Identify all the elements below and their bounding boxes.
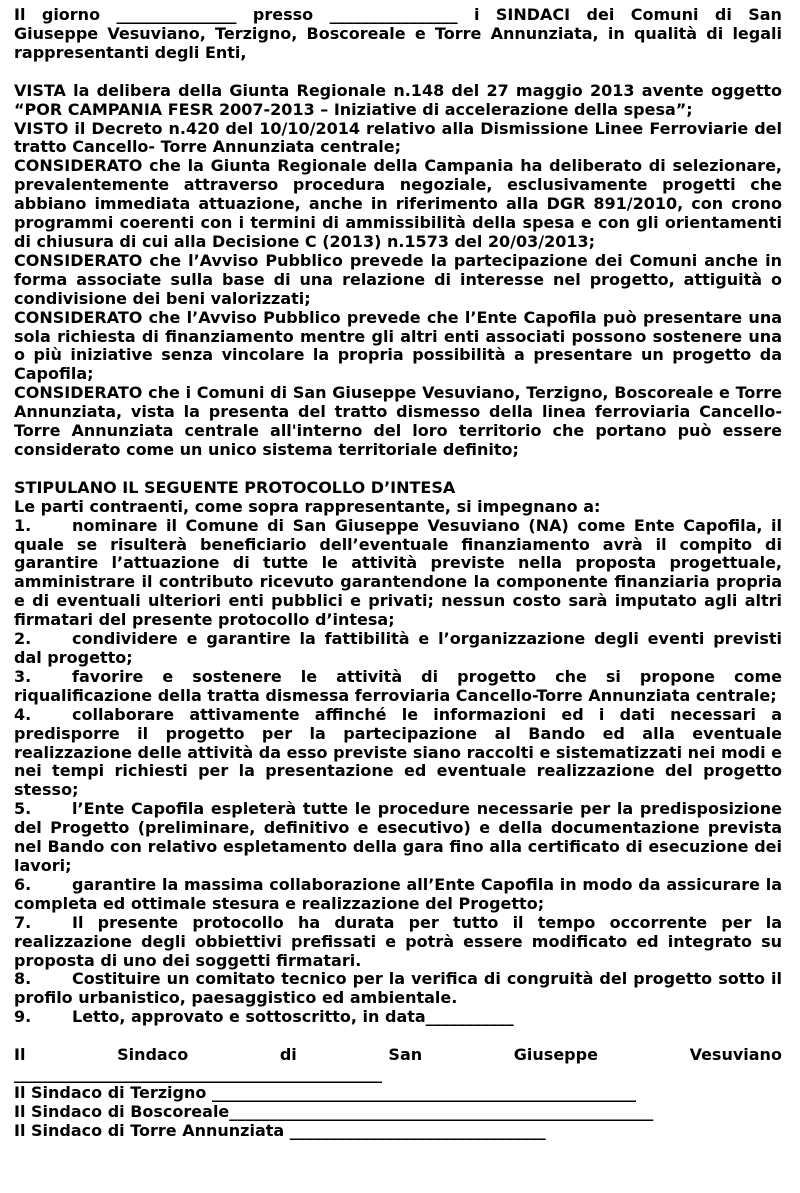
premise-considerato-giunta: CONSIDERATO che la Giunta Regionale della Campania ha deliberato di selezionare, prevalentemente attraverso procedura negoziale, esclusivamente progetti che abbiano immediata attuazione, anche in riferimento alla DGR 891/2010, con crono programmi coerenti con i termini di ammissibilità della spesa e con gli orientamenti di chiusura di cui alla Decisione C (2013) n.1573 del 20/03/2013; [14, 156, 782, 251]
protocol-item [14, 914, 782, 971]
premises [14, 82, 782, 460]
intro-paragraph [14, 6, 782, 63]
date-blank: _______________ [116, 5, 237, 24]
protocol-section [14, 479, 782, 1027]
protocol-heading: STIPULANO IL SEGUENTE PROTOCOLLO D’INTESA [14, 477, 456, 497]
signature-word: Vesuviano [689, 1045, 782, 1065]
protocol-item [14, 970, 782, 1008]
item-text: Il presente protocollo ha durata per tutto il tempo occorrente per la realizzazione degli obbiettivi prefissati e potrà essere modificato ed integrato su proposta di uno dei soggetti firmatari. [14, 912, 782, 970]
item-number: 5. [14, 799, 32, 819]
protocol-item [14, 876, 782, 914]
premise-vista-delibera: VISTA la delibera della Giunta Regionale n.148 del 27 maggio 2013 avente oggetto “POR CAMPANIA FESR 2007-2013 – Iniziative di accelerazione della spesa”; [14, 80, 782, 119]
intro-word: SINDACI [495, 5, 571, 24]
signature-word: Sindaco [117, 1045, 189, 1065]
item-number: 7. [14, 912, 32, 932]
premise-considerato-comuni: CONSIDERATO che i Comuni di San Giuseppe Vesuviano, Terzigno, Boscoreale e Torre Annunziata, vista la presenta del tratto dismesso della linea ferroviaria Cancello-Torre Annunziata centrale all'interno del loro territorio che portano può essere considerato come un unico sistema territoriale definito; [14, 383, 782, 459]
place-blank: ________________ [329, 5, 458, 24]
intro-first-line [14, 6, 782, 25]
protocol-item [14, 668, 782, 706]
signature-block [14, 1046, 782, 1141]
protocol-item [14, 517, 782, 630]
protocol-item [14, 800, 782, 876]
intro-word: Comuni [630, 5, 699, 24]
premise-visto-decreto: VISTO il Decreto n.420 del 10/10/2014 relativo alla Dismissione Linee Ferroviarie del tratto Cancello- Torre Annunziata centrale; [14, 118, 782, 157]
protocol-item [14, 1008, 782, 1027]
signature-line-torre-annunziata: Il Sindaco di Torre Annunziata ________________________________ [14, 1120, 546, 1140]
protocol-item [14, 630, 782, 668]
intro-word: i [473, 5, 480, 24]
signature-line-boscoreale: Il Sindaco di Boscoreale_____________________________________________________ [14, 1101, 654, 1121]
intro-word: Il [14, 5, 26, 24]
item-text: Costituire un comitato tecnico per la verifica di congruità del progetto sotto il profilo urbanistico, paesaggistico ed ambientale. [14, 969, 782, 1008]
item-number: 3. [14, 666, 32, 686]
item-number: 6. [14, 874, 32, 894]
intro-word: dei [586, 5, 615, 24]
protocol-item [14, 706, 782, 801]
signature-word: di [279, 1045, 297, 1065]
premise-considerato-avviso-partecipazione: CONSIDERATO che l’Avviso Pubblico prevede la partecipazione dei Comuni anche in forma associate sulla base di una relazione di interesse nel progetto, attiguità o condivisione dei beni valorizzati; [14, 250, 782, 308]
signature-word: San [388, 1045, 423, 1065]
item-text: favorire e sostenere le attività di progetto che si propone come riqualificazione della tratta dismessa ferroviaria Cancello-Torre Annunziata centrale; [14, 666, 782, 705]
item-number: 2. [14, 629, 32, 649]
item-text: garantire la massima collaborazione all’Ente Capofila in modo da assicurare la completa ed ottimale stesura e realizzazione del Progetto; [14, 874, 782, 913]
item-text: Letto, approvato e sottoscritto, in data___________ [72, 1007, 514, 1027]
signature-sindaco-san-giuseppe-label [14, 1046, 782, 1065]
intro-word: presso [252, 5, 314, 24]
signature-word: Giuseppe [513, 1045, 598, 1065]
item-number: 1. [14, 515, 32, 535]
item-number: 9. [14, 1007, 32, 1027]
item-text: l’Ente Capofila espleterà tutte le procedure necessarie per la predisposizione del Progetto (preliminare, definitivo e esecutivo) e della documentazione prevista nel Bando con relativo espletamento della gara fino alla certificato di esecuzione dei lavori; [14, 799, 782, 875]
signature-word: Il [14, 1045, 26, 1065]
item-number: 4. [14, 704, 32, 724]
intro-word: giorno [41, 5, 101, 24]
item-number: 8. [14, 969, 32, 989]
intro-word: San [748, 5, 782, 24]
item-text: nominare il Comune di San Giuseppe Vesuviano (NA) come Ente Capofila, il quale se risulterà beneficiario dell’eventuale finanziamento avrà il compito di garantire l’attuazione di tutte le attività previste nella proposta progettuale, amministrare il contributo ricevuto garantendone la componente finanziaria propria e di eventuali ulteriori enti pubblici e privati; nessun costo sarà imputato agli altri firmatari del presente protocollo d’intesa; [14, 515, 782, 630]
signature-line-san-giuseppe: ______________________________________________ [14, 1064, 382, 1084]
item-text: condividere e garantire la fattibilità e l’organizzazione degli eventi previsti dal progetto; [14, 629, 782, 667]
premise-considerato-avviso-capofila: CONSIDERATO che l’Avviso Pubblico prevede che l’Ente Capofila può presentare una sola richiesta di finanziamento mentre gli altri enti associati possono sostenere una o più iniziative senza vincolare la propria possibilità a presentare un progetto da Capofila; [14, 307, 782, 384]
protocol-lead: Le parti contraenti, come sopra rappresentante, si impegnano a: [14, 496, 601, 516]
intro-word: di [714, 5, 732, 24]
item-text: collaborare attivamente affinché le informazioni ed i dati necessari a predisporre il progetto per la partecipazione al Bando ed alla eventuale realizzazione delle attività da esso previste siano raccolti e sistematizzati nei modi e nei tempi richiesti per la presentazione ed eventuale realizzazione del progetto stesso; [14, 704, 782, 800]
signature-line-terzigno: Il Sindaco di Terzigno _____________________________________________________ [14, 1082, 636, 1102]
intro-rest: Giuseppe Vesuviano, Terzigno, Boscoreale e Torre Annunziata, in qualità di legali rappresentanti degli Enti, [14, 23, 782, 62]
